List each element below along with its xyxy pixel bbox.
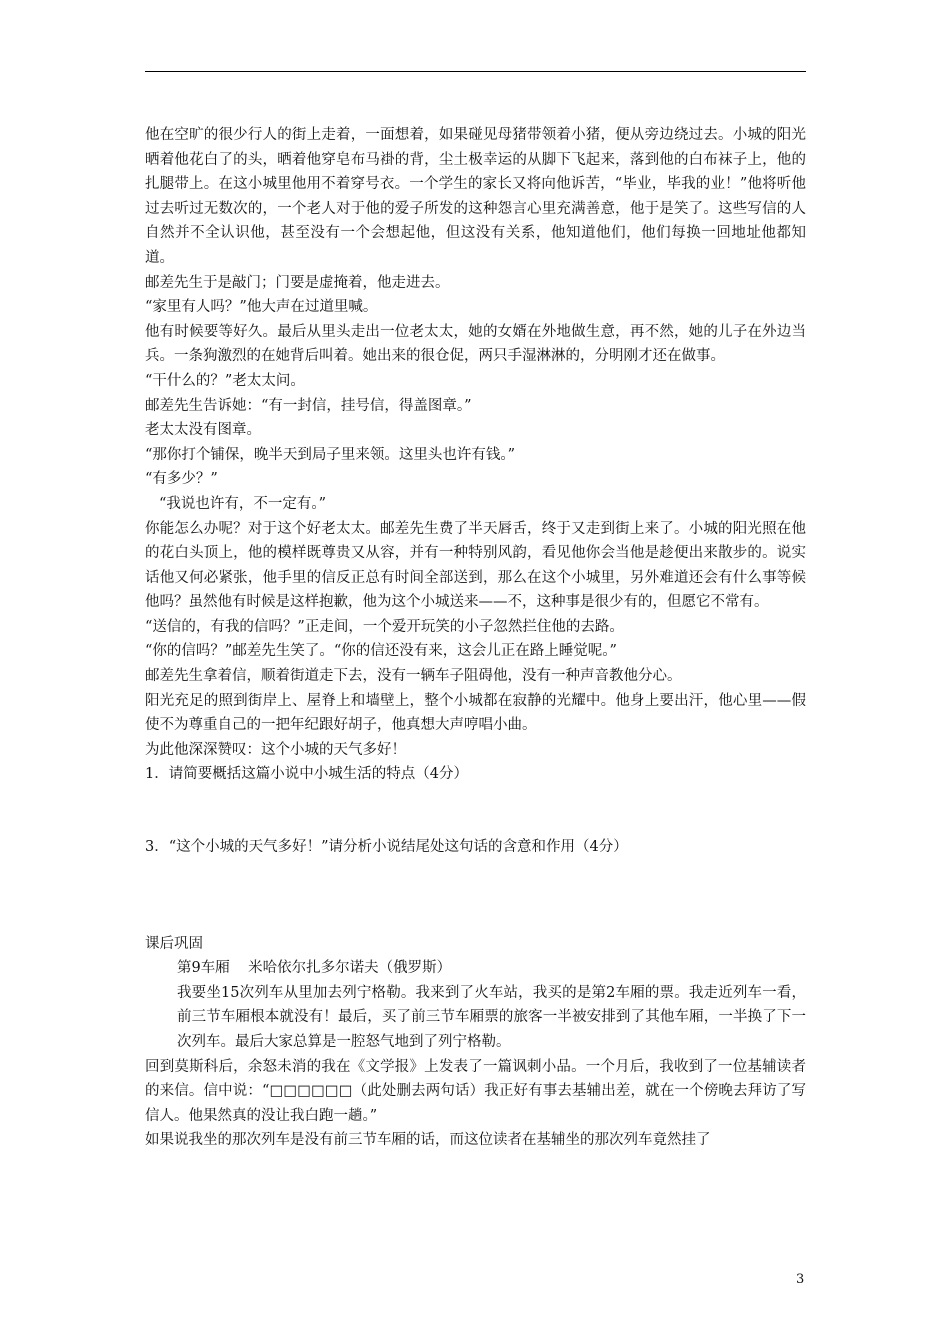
paragraph: “有多少？” (145, 471, 218, 488)
page-number: 3 (796, 1272, 805, 1287)
paragraph: “送信的，有我的信吗？”正走间，一个爱开玩笑的小子忽然拦住他的去路。 (145, 618, 624, 635)
paragraph: 他有时候要等好久。最后从里头走出一位老太太，她的女婿在外地做生意，再不然，她的儿子在外边当兵。一条狗激烈的在她背后叫着。她出来的很仓促，两只手湿淋淋的，分明刚才还在做事。 (145, 323, 806, 365)
section-heading: 课后巩固 (145, 935, 203, 952)
paragraph: 邮差先生告诉她：“有一封信，挂号信，得盖图章。” (145, 397, 472, 414)
paragraph: “你的信吗？”邮差先生笑了。“你的信还没有来，这会儿正在路上睡觉呢。” (145, 643, 617, 660)
paragraph: 邮差先生拿着信，顺着街道走下去，没有一辆车子阻碍他，没有一种声音教他分心。 (145, 668, 682, 685)
story-title: 第9车厢 米哈依尔扎多尔诺夫（俄罗斯） (177, 960, 452, 977)
paragraph: “干什么的？”老太太问。 (145, 372, 305, 389)
paragraph: 老太太没有图章。 (145, 422, 261, 439)
question-1: 1．请简要概括这篇小说中小城生活的特点（4分） (145, 766, 468, 783)
story-paragraph: 我要坐15次列车从里加去列宁格勒。我来到了火车站，我买的是第2车厢的票。我走近列车一看，前三节车厢根本就没有！最后，买了前三节车厢票的旅客一半被安排到了其他车厢，一半换了下一次列车。最后大家总算是一腔怒气地到了列宁格勒。 (177, 984, 806, 1050)
paragraph: 阳光充足的照到街岸上、屋脊上和墙壁上，整个小城都在寂静的光耀中。他身上要出汗，他心里——假使不为尊重自己的一把年纪跟好胡子，他真想大声哼唱小曲。 (145, 692, 806, 734)
header-rule (145, 71, 806, 72)
paragraph: 你能怎么办呢？对于这个好老太太。邮差先生费了半天唇舌，终于又走到街上来了。小城的阳光照在他的花白头顶上，他的模样既尊贵又从容，并有一种特别风韵，看见他你会当他是趁便出来散步的。说实话他又何必紧张，他手里的信反正总有时间全部送到，那么在这个小城里，另外难道还会有什么事等候他吗？虽然他有时候是这样抱歉，他为这个小城送来——不，这种事是很少有的，但愿它不常有。 (145, 520, 806, 611)
paragraph: 为此他深深赞叹：这个小城的天气多好！ (145, 741, 406, 758)
document-body (145, 123, 806, 1153)
paragraph: “那你打个铺保，晚半天到局子里来领。这里头也许有钱。” (145, 446, 516, 463)
story-paragraph: 如果说我坐的那次列车是没有前三节车厢的话，而这位读者在基辅坐的那次列车竟然挂了 (145, 1132, 711, 1149)
paragraph: 他在空旷的很少行人的街上走着，一面想着，如果碰见母猪带领着小猪，便从旁边绕过去。小城的阳光晒着他花白了的头，晒着他穿皂布马褂的背，尘土极幸运的从脚下飞起来，落到他的白布袜子上，他的扎腿带上。在这小城里他用不着穿号衣。一个学生的家长又将向他诉苦，“毕业，毕我的业！”他将听他过去听过无数次的，一个老人对于他的爱子所发的这种怨言心里充满善意，他于是笑了。这些写信的人自然并不全认识他，甚至没有一个会想起他，但这没有关系，他知道他们，他们每换一回地址他都知道。 (145, 127, 806, 266)
paragraph: “我说也许有，不一定有。” (159, 495, 327, 512)
question-3: 3．“这个小城的天气多好！”请分析小说结尾处这句话的含意和作用（4分） (145, 839, 628, 856)
story-paragraph: 回到莫斯科后，余怒未消的我在《文学报》上发表了一篇讽刺小品。一个月后，我收到了一位基辅读者的来信。信中说：“□□□□□□（此处删去两句话）我正好有事去基辅出差，就在一个傍晚去拜访了写信人。他果然真的没让我白跑一趟。” (145, 1058, 806, 1124)
paragraph: 邮差先生于是敲门；门要是虚掩着，他走进去。 (145, 274, 450, 291)
paragraph: “家里有人吗？”他大声在过道里喊。 (145, 299, 378, 316)
